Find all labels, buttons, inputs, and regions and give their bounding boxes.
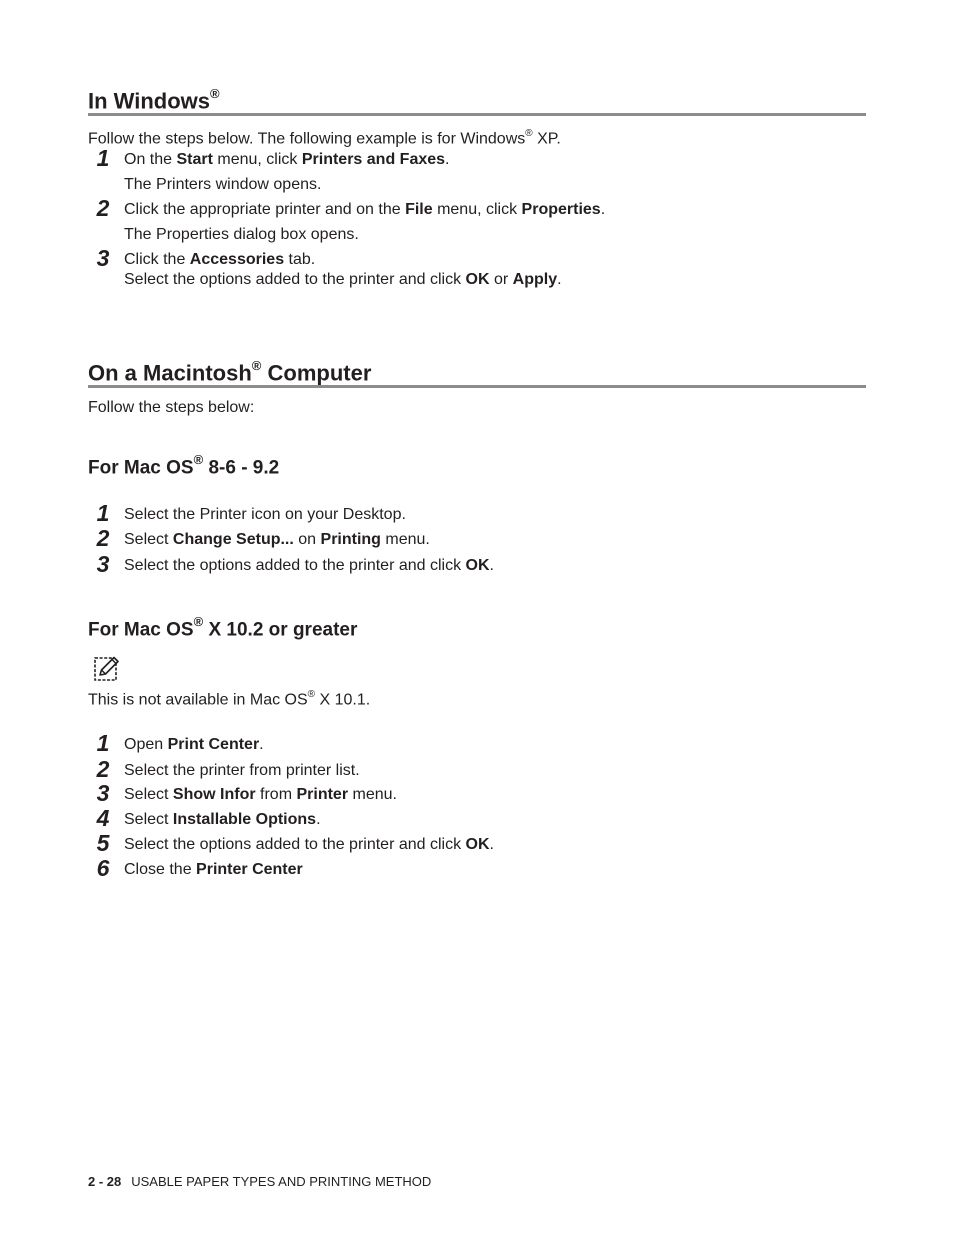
step-number: 3 — [96, 780, 110, 806]
step-result-text: The Properties dialog box opens. — [124, 226, 359, 243]
step-number: 5 — [96, 830, 110, 856]
note-pencil-icon — [90, 654, 122, 682]
page-number: 2 - 28 — [88, 1174, 122, 1189]
step-text: Open Print Center. — [124, 736, 264, 753]
step-number: 4 — [96, 805, 110, 831]
section-rule — [88, 385, 866, 388]
step-text: Click the Accessories tab. — [124, 251, 316, 268]
macintosh-intro: Follow the steps below: — [88, 399, 255, 416]
subsection-title-os9: For Mac OS® 8-6 - 9.2 — [88, 452, 280, 479]
step-number: 6 — [96, 855, 110, 881]
step-number: 1 — [96, 145, 110, 171]
step-number: 3 — [96, 551, 110, 577]
step-text: Select the options added to the printer and click OK. — [124, 836, 494, 853]
chapter-title: USABLE PAPER TYPES AND PRINTING METHOD — [131, 1174, 432, 1189]
step-text: Close the Printer Center — [124, 861, 303, 878]
step-number: 3 — [96, 245, 110, 271]
step-number: 1 — [96, 500, 110, 526]
step-text: Select the Printer icon on your Desktop. — [124, 506, 406, 523]
step-text: Select the printer from printer list. — [124, 762, 360, 779]
subsection-title-osx: For Mac OS® X 10.2 or greater — [88, 614, 358, 641]
step-text: Select Show Infor from Printer menu. — [124, 786, 397, 803]
step-number: 1 — [96, 730, 110, 756]
section-title-windows: In Windows® — [88, 86, 220, 114]
note-text: This is not available in Mac OS® X 10.1. — [88, 689, 371, 709]
step-text: Click the appropriate printer and on the File menu, click Properties. — [124, 201, 606, 218]
step-text: Select Change Setup... on Printing menu. — [124, 531, 430, 548]
page-footer — [88, 1174, 431, 1190]
step-text: Select Installable Options. — [124, 811, 321, 828]
step-number: 2 — [96, 756, 110, 782]
step-text: On the Start menu, click Printers and Faxes. — [124, 151, 450, 168]
step-text: Select the options added to the printer and click OK. — [124, 557, 494, 574]
step-number: 2 — [96, 525, 110, 551]
step-result-text: The Printers window opens. — [124, 176, 322, 193]
windows-intro: Follow the steps below. The following example is for Windows® XP. — [88, 128, 561, 148]
step-number: 2 — [96, 195, 110, 221]
section-rule — [88, 113, 866, 116]
step-text: Select the options added to the printer and click OK or Apply. — [124, 271, 562, 288]
section-title-macintosh: On a Macintosh® Computer — [88, 358, 372, 386]
